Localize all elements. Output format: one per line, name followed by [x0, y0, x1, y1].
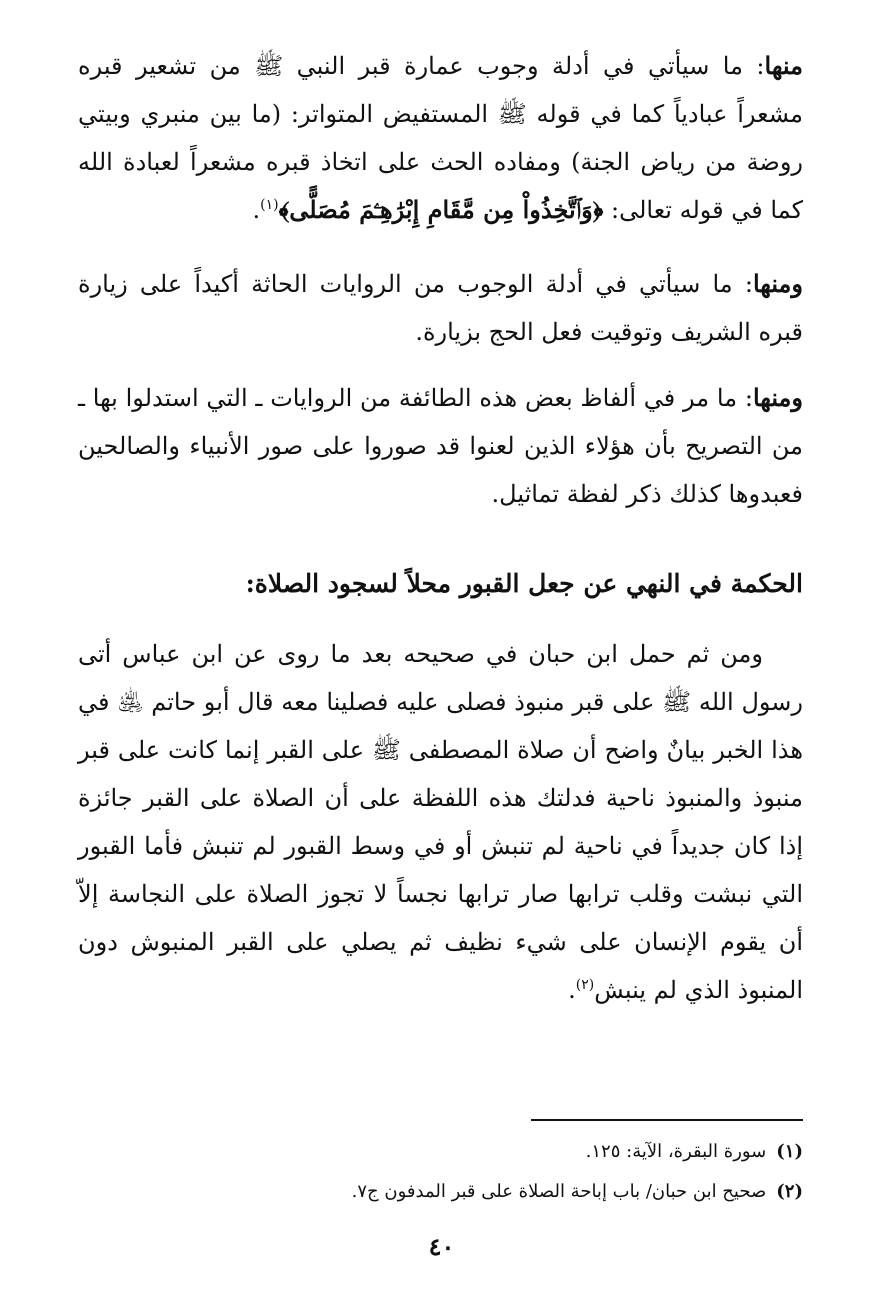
- paragraph-first: [78, 42, 803, 234]
- footnote-number: (١): [776, 1141, 803, 1162]
- section-heading: الحكمة في النهي عن جعل القبور محلاً لسجود الصلاة:: [245, 569, 803, 598]
- footnote-text: سورة البقرة، الآية: ١٢٥.: [585, 1141, 767, 1162]
- paragraph-text: : ما سيأتي في أدلة الوجوب من الروايات الحاثة أكيداً على زيارة قبره الشريف وتوقيت فعل الحج بزيارة.: [78, 270, 803, 346]
- footnote-divider: [531, 1119, 803, 1121]
- footnote-ref[interactable]: (٢): [575, 977, 595, 993]
- footnote-number: (٢): [776, 1181, 803, 1202]
- paragraph-text: ومن ثم حمل ابن حبان في صحيحه بعد ما روى عن ابن عباس أتى رسول الله ﷺ على قبر منبوذ فصلى عليه فصلينا معه قال أبو حاتم ﵁ في هذا الخبر بيانٌ واضح أن صلاة المصطفى ﷺ على القبر إنما كانت على قبر منبوذ والمنبوذ ناحية فدلتك هذه اللفظة على أن الصلاة على القبر جائزة إذا كان جديداً في ناحية لم تنبش أو في وسط القبور لم تنبش فأما القبور التي نبشت وقلب ترابها صار ترابها نجساً لا تجوز الصلاة على النجاسة إلاّ أن يقوم الإنسان على شيء نظيف ثم يصلي على القبر المنبوش دون المنبوذ الذي لم ينبش: [78, 640, 803, 1004]
- paragraph-text: : ما مر في ألفاظ بعض هذه الطائفة من الروايات ـ التي استدلوا بها ـ من التصريح بأن هؤلاء الذين لعنوا قد صوروا على صور الأنبياء والصالحين فعبدوها كذلك ذكر لفظة تماثيل.: [78, 384, 803, 508]
- footnote-text: صحيح ابن حبان/ باب إباحة الصلاة على قبر المدفون ج٧.: [351, 1181, 767, 1202]
- paragraph-lead: ومنها: [752, 383, 803, 412]
- page-number: ٤٠: [428, 1232, 455, 1261]
- footnotes-list: [78, 1132, 803, 1212]
- paragraph-second: [78, 260, 803, 356]
- paragraph-body: [78, 630, 803, 1014]
- paragraph-lead: منها: [764, 51, 803, 80]
- quran-verse: ﴿وَٱتَّخِذُواْ مِن مَّقَامِ إِبْرَٰهِـۧمَ مُصَلًّى﴾: [278, 195, 604, 224]
- paragraph-text: : ما سيأتي في أدلة وجوب عمارة قبر النبي ﷺ من تشعير قبره مشعراً عبادياً كما في قوله ﷺ المستفيض المتواتر: (ما بين منبري وبيتي روضة من رياض الجنة) ومفاده الحث على اتخاذ قبره مشعراً لعبادة الله كما في قوله تعالى:: [78, 52, 803, 224]
- footnote-item: [78, 1172, 803, 1212]
- footnote-ref[interactable]: (١): [260, 197, 279, 213]
- footnote-item: [78, 1132, 803, 1172]
- paragraph-third: [78, 374, 803, 518]
- paragraph-lead: ومنها: [752, 269, 803, 298]
- paragraph-end: .: [252, 196, 261, 224]
- paragraph-end: .: [568, 976, 576, 1004]
